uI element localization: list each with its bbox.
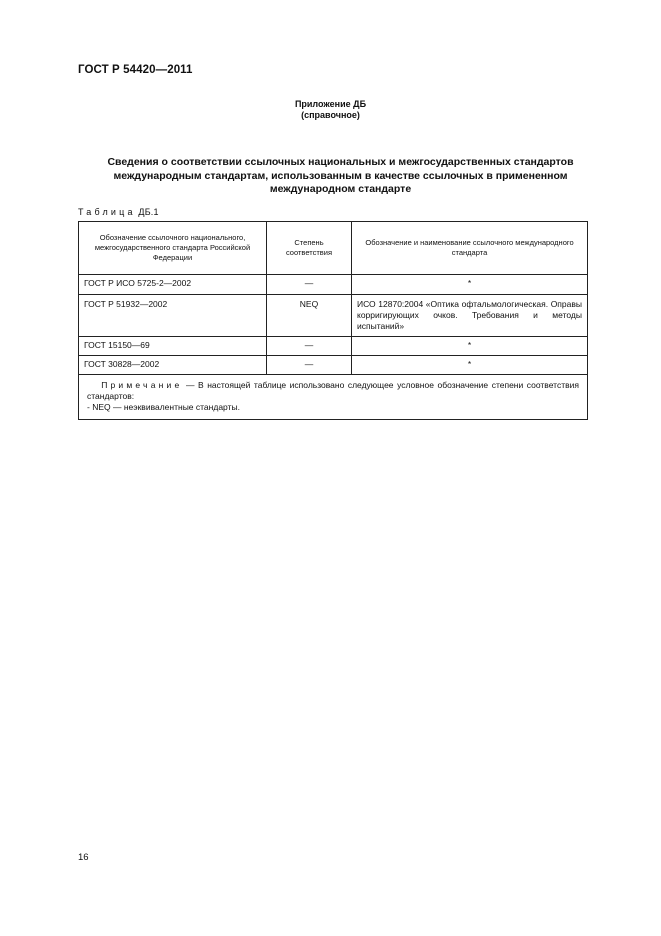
cell-international: * <box>352 275 588 295</box>
cell-international: ИСО 12870:2004 «Оптика офтальмологическая. Оправы корригирующих очков. Требования и методы испытаний» <box>352 295 588 337</box>
section-title-line-3: международном стандарте <box>269 183 412 195</box>
table-row <box>79 295 588 337</box>
section-title-line-2: международным стандартам, использованным в качестве ссылочных в примененном <box>113 169 568 182</box>
header-international-standard: Обозначение и наименование ссылочного международного стандарта <box>352 222 588 275</box>
table-row <box>79 275 588 295</box>
table-row <box>79 337 588 356</box>
table-caption-number: ДБ.1 <box>138 207 159 217</box>
header-national-standard: Обозначение ссылочного национального, межгосударственного стандарта Российской Федерации <box>79 222 267 275</box>
table-caption-word: Таблица <box>78 207 136 217</box>
table-note-row <box>79 375 588 420</box>
table-row <box>79 356 588 375</box>
standards-correspondence-table <box>78 221 588 420</box>
cell-international: * <box>352 356 588 375</box>
cell-national: ГОСТ 30828—2002 <box>79 356 267 375</box>
note-item: - NEQ — неэквивалентные стандарты. <box>87 402 240 412</box>
cell-degree: — <box>267 356 352 375</box>
cell-international: * <box>352 337 588 356</box>
header-degree: Степень соответствия <box>267 222 352 275</box>
cell-national: ГОСТ 15150—69 <box>79 337 267 356</box>
note-text: — В настоящей таблице использовано следующее условное обозначение степени соответствия стандартов: <box>87 380 579 401</box>
page-number: 16 <box>78 852 89 863</box>
appendix-subtitle: (справочное) <box>301 110 360 120</box>
appendix-title: Приложение ДБ <box>294 99 367 109</box>
note-label: Примечание <box>101 380 183 390</box>
cell-degree: NEQ <box>267 295 352 337</box>
cell-degree: — <box>267 337 352 356</box>
table-caption <box>78 207 159 217</box>
cell-degree: — <box>267 275 352 295</box>
table-header-row <box>79 222 588 275</box>
cell-national: ГОСТ Р ИСО 5725-2—2002 <box>79 275 267 295</box>
cell-national: ГОСТ Р 51932—2002 <box>79 295 267 337</box>
section-title <box>90 156 591 197</box>
section-title-line-1: Сведения о соответствии ссылочных национальных и межгосударственных стандартов <box>107 156 574 168</box>
table-note-cell <box>79 375 588 420</box>
document-code-header: ГОСТ Р 54420—2011 <box>78 64 193 76</box>
note-paragraph <box>87 380 579 402</box>
